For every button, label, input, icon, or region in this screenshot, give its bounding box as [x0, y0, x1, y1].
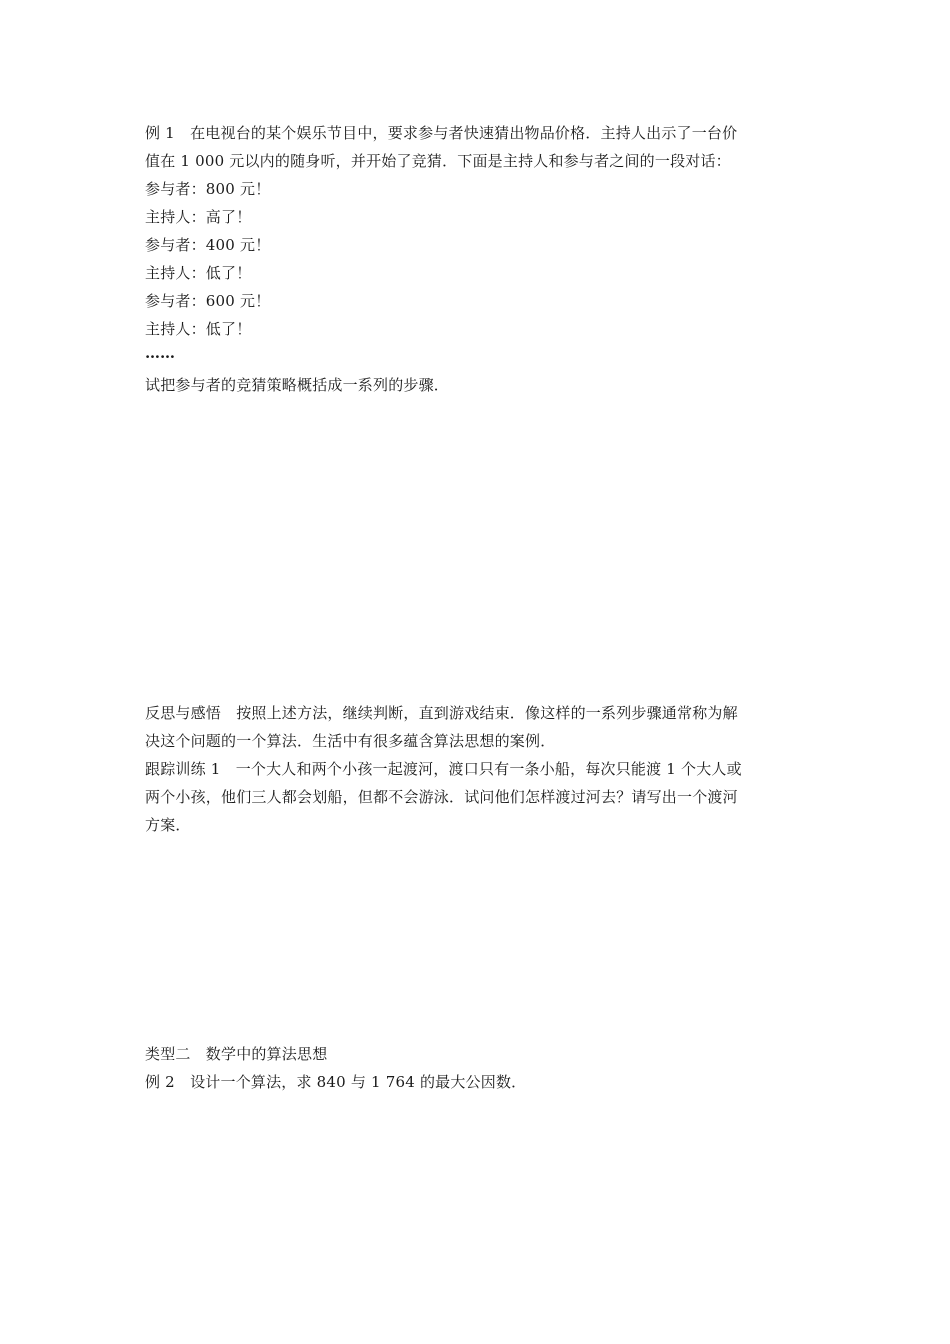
dialogue-line-6: 主持人：低了！: [145, 320, 252, 338]
dialogue-ellipsis: ……: [145, 344, 175, 362]
example1-line-2: 值在 1 000 元以内的随身听，并开始了竞猜．下面是主持人和参与者之间的一段对话：: [145, 152, 731, 170]
type2-heading: 类型二 数学中的算法思想: [145, 1045, 328, 1063]
dialogue-line-5: 参与者：600 元！: [145, 292, 271, 310]
dialogue-line-2: 主持人：高了！: [145, 208, 252, 226]
reflection-line-1: 反思与感悟 按照上述方法，继续判断，直到游戏结束．像这样的一系列步骤通常称为解: [145, 704, 738, 722]
practice1-line-3: 方案．: [145, 816, 191, 834]
dialogue-line-3: 参与者：400 元！: [145, 236, 271, 254]
dialogue-line-1: 参与者：800 元！: [145, 180, 271, 198]
dialogue-line-4: 主持人：低了！: [145, 264, 252, 282]
practice1-line-1: 跟踪训练 1 一个大人和两个小孩一起渡河，渡口只有一条小船，每次只能渡 1 个大人或: [145, 760, 742, 778]
example2-line-1: 例 2 设计一个算法，求 840 与 1 764 的最大公因数．: [145, 1073, 527, 1091]
practice1-line-2: 两个小孩，他们三人都会划船，但都不会游泳．试问他们怎样渡过河去？请写出一个渡河: [145, 788, 738, 806]
example1-question: 试把参与者的竞猜策略概括成一系列的步骤．: [145, 376, 450, 394]
reflection-line-2: 决这个问题的一个算法．生活中有很多蕴含算法思想的案例．: [145, 732, 556, 750]
example1-line-1: 例 1 在电视台的某个娱乐节目中，要求参与者快速猜出物品价格．主持人出示了一台价: [145, 124, 738, 142]
